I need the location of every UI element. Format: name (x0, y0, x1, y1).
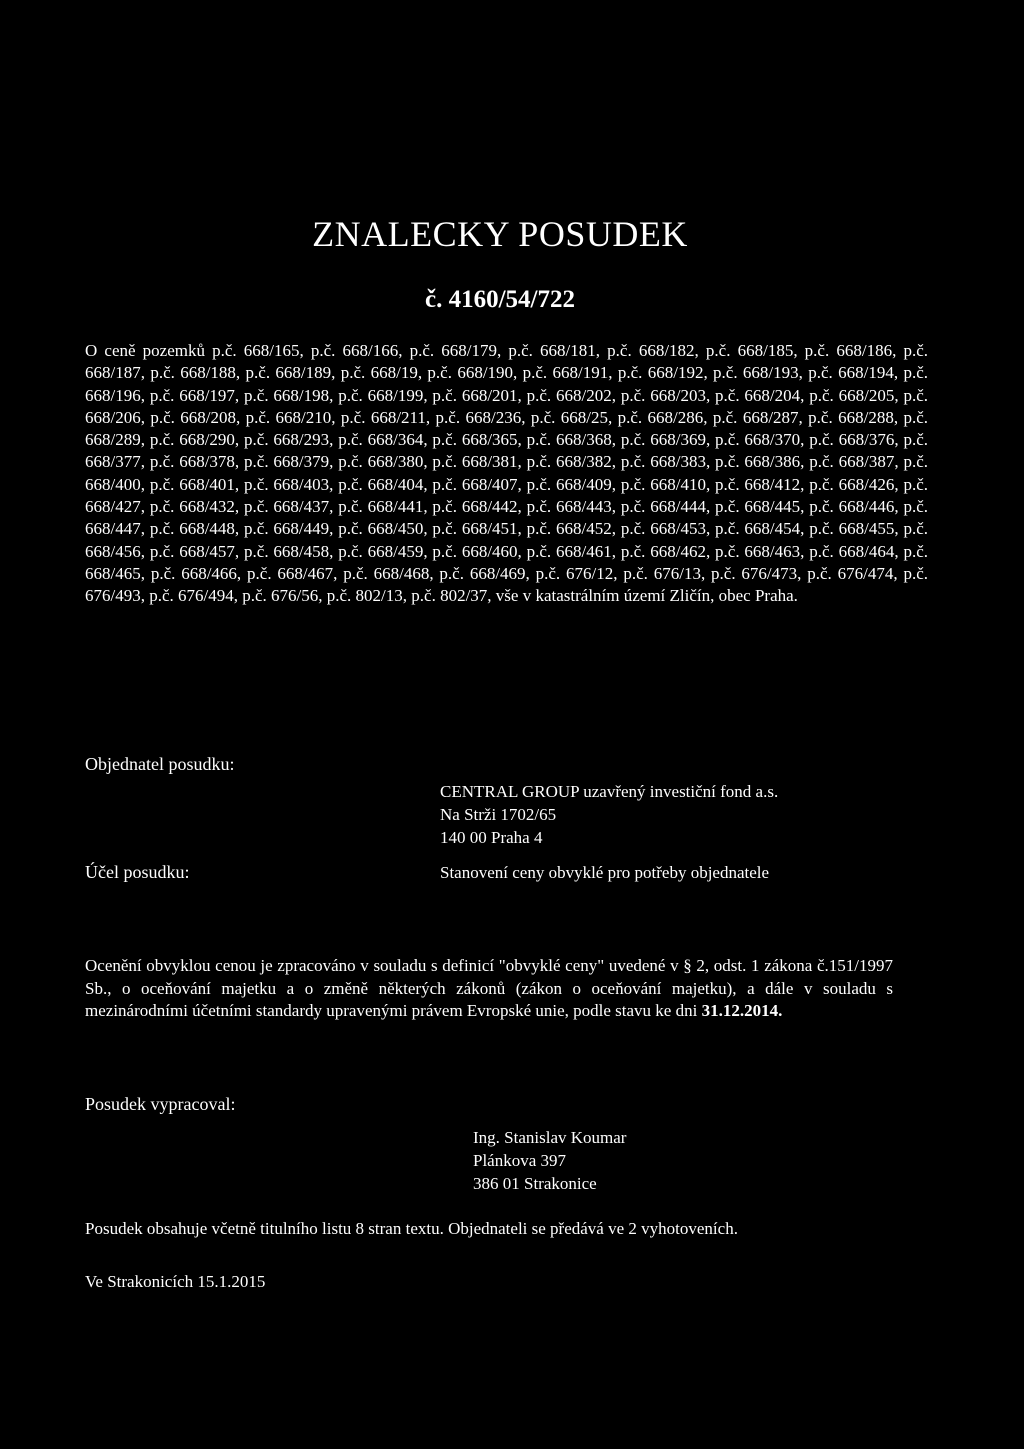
author-street: Plánkova 397 (473, 1151, 567, 1170)
place-date: Ve Strakonicích 15.1.2015 (85, 1272, 266, 1291)
document-number: č. 4160/54/722 (425, 286, 575, 313)
client-city: 140 00 Praha 4 (440, 828, 543, 847)
valuation-note (85, 955, 893, 1023)
purpose-text: Stanovení ceny obvyklé pro potřeby objednatele (440, 863, 770, 882)
purpose-label: Účel posudku: (85, 862, 190, 882)
document-title: ZNALECKY POSUDEK (312, 214, 688, 254)
author-label: Posudek vypracoval: (85, 1094, 236, 1114)
valuation-date: 31.12.2014. (701, 1001, 783, 1020)
author-name: Ing. Stanislav Koumar (473, 1128, 627, 1147)
client-street: Na Strži 1702/65 (440, 805, 557, 824)
valuation-note-text: Ocenění obvyklou cenou je zpracováno v souladu s definicí "obvyklé ceny" uvedené v § 2, odst. 1 zákona č.151/1997 Sb., o oceňování majetku a o změně některých zákonů (zákon o oceňování majetku), a dále v souladu s mezinárodními účetními standardy upravenými právem Evropské unie, podle stavu ke dni (85, 956, 893, 1020)
author-city: 386 01 Strakonice (473, 1174, 597, 1193)
pages-note: Posudek obsahuje včetně titulního listu 8 stran textu. Objednateli se předává ve 2 vyhotoveních. (85, 1219, 738, 1238)
client-label: Objednatel posudku: (85, 754, 235, 774)
subject-paragraph: O ceně pozemků p.č. 668/165, p.č. 668/166, p.č. 668/179, p.č. 668/181, p.č. 668/182, p.č. 668/185, p.č. 668/186, p.č. 668/187, p.č. 668/188, p.č. 668/189, p.č. 668/19, p.č. 668/190, p.č. 668/191, p.č. 668/192, p.č. 668/193, p.č. 668/194, p.č. 668/196, p.č. 668/197, p.č. 668/198, p.č. 668/199, p.č. 668/201, p.č. 668/202, p.č. 668/203, p.č. 668/204, p.č. 668/205, p.č. 668/206, p.č. 668/208, p.č. 668/210, p.č. 668/211, p.č. 668/236, p.č. 668/25, p.č. 668/286, p.č. 668/287, p.č. 668/288, p.č. 668/289, p.č. 668/290, p.č. 668/293, p.č. 668/364, p.č. 668/365, p.č. 668/368, p.č. 668/369, p.č. 668/370, p.č. 668/376, p.č. 668/377, p.č. 668/378, p.č. 668/379, p.č. 668/380, p.č. 668/381, p.č. 668/382, p.č. 668/383, p.č. 668/386, p.č. 668/387, p.č. 668/400, p.č. 668/401, p.č. 668/403, p.č. 668/404, p.č. 668/407, p.č. 668/409, p.č. 668/410, p.č. 668/412, p.č. 668/426, p.č. 668/427, p.č. 668/432, p.č. 668/437, p.č. 668/441, p.č. 668/442, p.č. 668/443, p.č. 668/444, p.č. 668/445, p.č. 668/446, p.č. 668/447, p.č. 668/448, p.č. 668/449, p.č. 668/450, p.č. 668/451, p.č. 668/452, p.č. 668/453, p.č. 668/454, p.č. 668/455, p.č. 668/456, p.č. 668/457, p.č. 668/458, p.č. 668/459, p.č. 668/460, p.č. 668/461, p.č. 668/462, p.č. 668/463, p.č. 668/464, p.č. 668/465, p.č. 668/466, p.č. 668/467, p.č. 668/468, p.č. 668/469, p.č. 676/12, p.č. 676/13, p.č. 676/473, p.č. 676/474, p.č. 676/493, p.č. 676/494, p.č. 676/56, p.č. 802/13, p.č. 802/37, vše v katastrálním území Zličín, obec Praha. (85, 341, 928, 606)
client-name: CENTRAL GROUP uzavřený investiční fond a.s. (440, 782, 779, 801)
